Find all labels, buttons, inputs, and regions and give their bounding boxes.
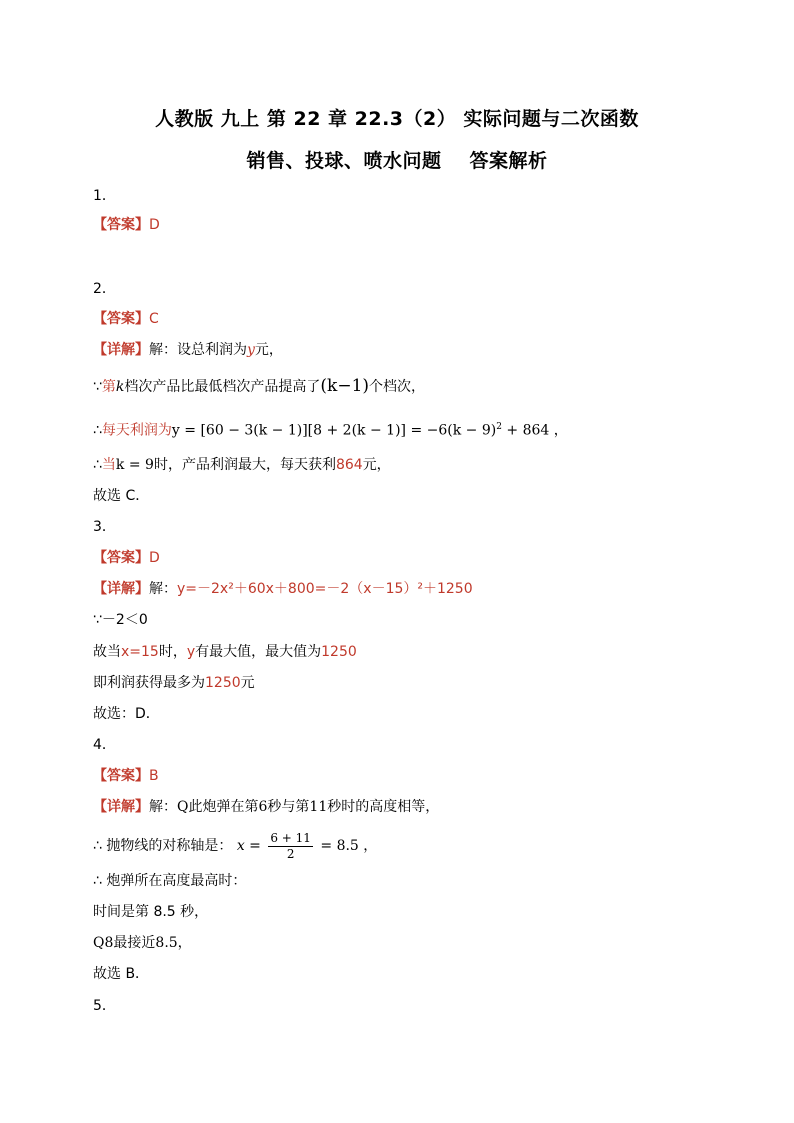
answer-label: 【答案】 [93,768,149,784]
detail-label: 【详解】 [93,799,149,815]
q1-number: 1． [93,188,116,204]
q4-detail-line4: 时间是第 8.5 秒， [93,904,209,920]
q4-answer [93,766,159,786]
doc-title-line2 [0,146,794,173]
q3-answer [93,548,160,568]
q2-answer [93,309,159,329]
q2-detail-line1: 【详解】解：设总利润为y元， [93,342,283,358]
answer-label: 【答案】 [93,550,149,566]
detail-label: 【详解】 [93,581,149,597]
q2-number: 2． [93,281,116,297]
answer-value: C [149,311,159,327]
q5-number: 5． [93,998,116,1014]
doc-title-line1: 人教版 九上 第 22 章 22.3（2） 实际问题与二次函数 [155,108,639,130]
q4-number: 4． [93,737,116,753]
q4-detail-line2: ∴ 抛物线的对称轴是： x = $\frac{6 + 11}{2}$ = 8.5 ， [93,830,378,861]
q3-detail-line3: 故当x=15时，y有最大值，最大值为1250 [93,644,357,660]
q3-detail-line2: ∵－2＜0 [93,612,148,628]
q2-detail-line5: 故选 C． [93,488,150,504]
q3-number: 3． [93,519,116,535]
answer-value: D [149,217,160,233]
fraction: $\frac{6 + 11}{2}$ [270,830,311,861]
q1-answer [93,215,160,235]
answer-label: 【答案】 [93,217,149,233]
doc-subtitle-suffix: 答案解析 [469,150,548,172]
q2-detail-line4: ∴当k = 9时，产品利润最大，每天获利864元， [93,457,391,473]
answer-label: 【答案】 [93,311,149,327]
q3-detail-line4: 即利润获得最多为1250元 [93,675,255,691]
q3-detail-line5: 故选：D． [93,706,160,722]
q4-detail-line6: 故选 B． [93,966,150,982]
q2-detail-line2: ∵第k档次产品比最低档次产品提高了(k−1)个档次， [93,376,426,396]
detail-label: 【详解】 [93,342,149,358]
q4-detail-line1: 【详解】解：Q此炮弹在第6秒与第11秒时的高度相等， [93,799,440,815]
answer-value: B [149,768,159,784]
doc-subtitle: 销售、投球、喷水问题 [246,150,442,172]
q3-detail-line1: 【详解】解：y=－2x²＋60x＋800=－2（x－15）²＋1250 [93,581,473,597]
q4-detail-line5: Q8最接近8.5， [93,935,192,951]
q4-detail-line3: ∴ 炮弹所在高度最高时： [93,873,247,889]
q2-detail-line3: ∴每天利润为$y = [60 - 3(k - 1)][8 + 2(k - 1)] = -6(k - 9)^2 + 864$ ， [93,422,568,439]
answer-value: D [149,550,160,566]
